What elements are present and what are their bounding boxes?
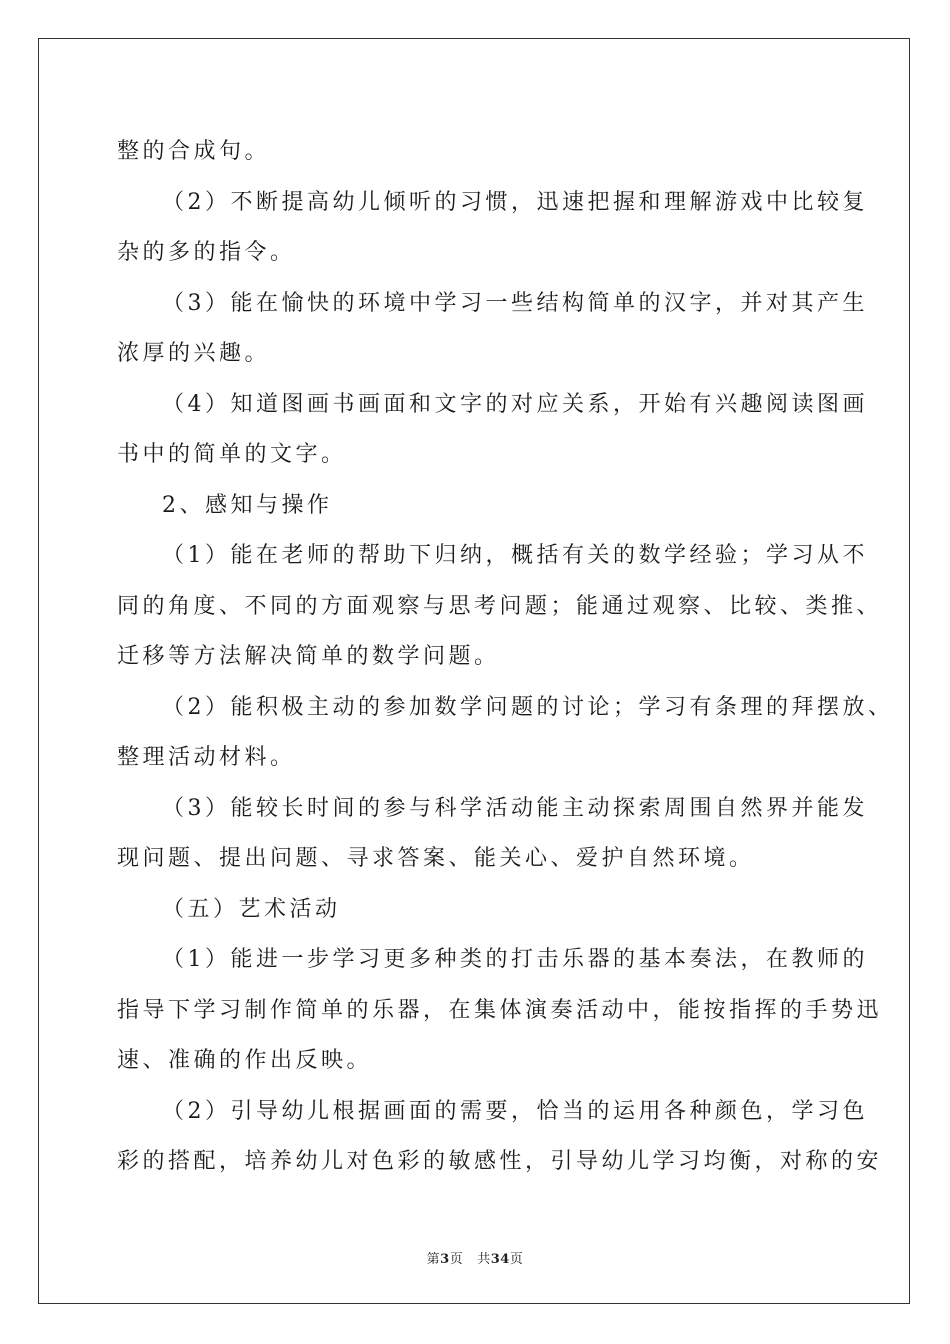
text-line: 整的合成句。 — [117, 139, 271, 164]
page-suffix: 页 — [449, 1252, 464, 1267]
total-suffix: 页 — [509, 1252, 524, 1267]
page-current: 3 — [440, 1252, 450, 1267]
text-line: 彩的搭配，培养幼儿对色彩的敏感性，引导幼儿学习均衡，对称的安 — [117, 1149, 883, 1174]
text-line: （1）能在老师的帮助下归纳，概括有关的数学经验；学习从不 — [162, 543, 868, 568]
text-line: 杂的多的指令。 — [117, 240, 296, 265]
text-line: 迁移等方法解决简单的数学问题。 — [117, 644, 500, 669]
total-prefix: 共 — [477, 1252, 491, 1267]
text-line: 书中的简单的文字。 — [117, 442, 347, 467]
section-heading: 2、感知与操作 — [162, 492, 333, 518]
page-prefix: 第 — [426, 1252, 441, 1267]
text-line: （3）能较长时间的参与科学活动能主动探索周围自然界并能发 — [162, 795, 868, 821]
text-line: 同的角度、不同的方面观察与思考问题；能通过观察、比较、类推、 — [117, 593, 883, 619]
document-body — [117, 127, 894, 1188]
text-line: （2）能积极主动的参加数学问题的讨论；学习有条理的拜摆放、 — [162, 694, 894, 720]
text-line: （1）能进一步学习更多种类的打击乐器的基本奏法，在教师的 — [162, 947, 868, 972]
page-total: 34 — [490, 1252, 510, 1267]
text-line: 现问题、提出问题、寻求答案、能关心、爱护自然环境。 — [117, 846, 755, 871]
section-heading: （五）艺术活动 — [162, 896, 341, 922]
text-line: （2）引导幼儿根据画面的需要，恰当的运用各种颜色，学习色 — [162, 1098, 868, 1124]
text-line: 整理活动材料。 — [117, 745, 296, 770]
text-line: 速、准确的作出反映。 — [117, 1048, 373, 1073]
text-line: （4）知道图画书画面和文字的对应关系，开始有兴趣阅读图画 — [162, 391, 868, 417]
text-line: 指导下学习制作简单的乐器，在集体演奏活动中，能按指挥的手势迅 — [117, 997, 883, 1023]
text-line: 浓厚的兴趣。 — [117, 341, 271, 366]
text-line: （2）不断提高幼儿倾听的习惯，迅速把握和理解游戏中比较复 — [162, 189, 868, 215]
text-line: （3）能在愉快的环境中学习一些结构简单的汉字，并对其产生 — [162, 290, 868, 316]
page-footer — [0, 1248, 950, 1267]
